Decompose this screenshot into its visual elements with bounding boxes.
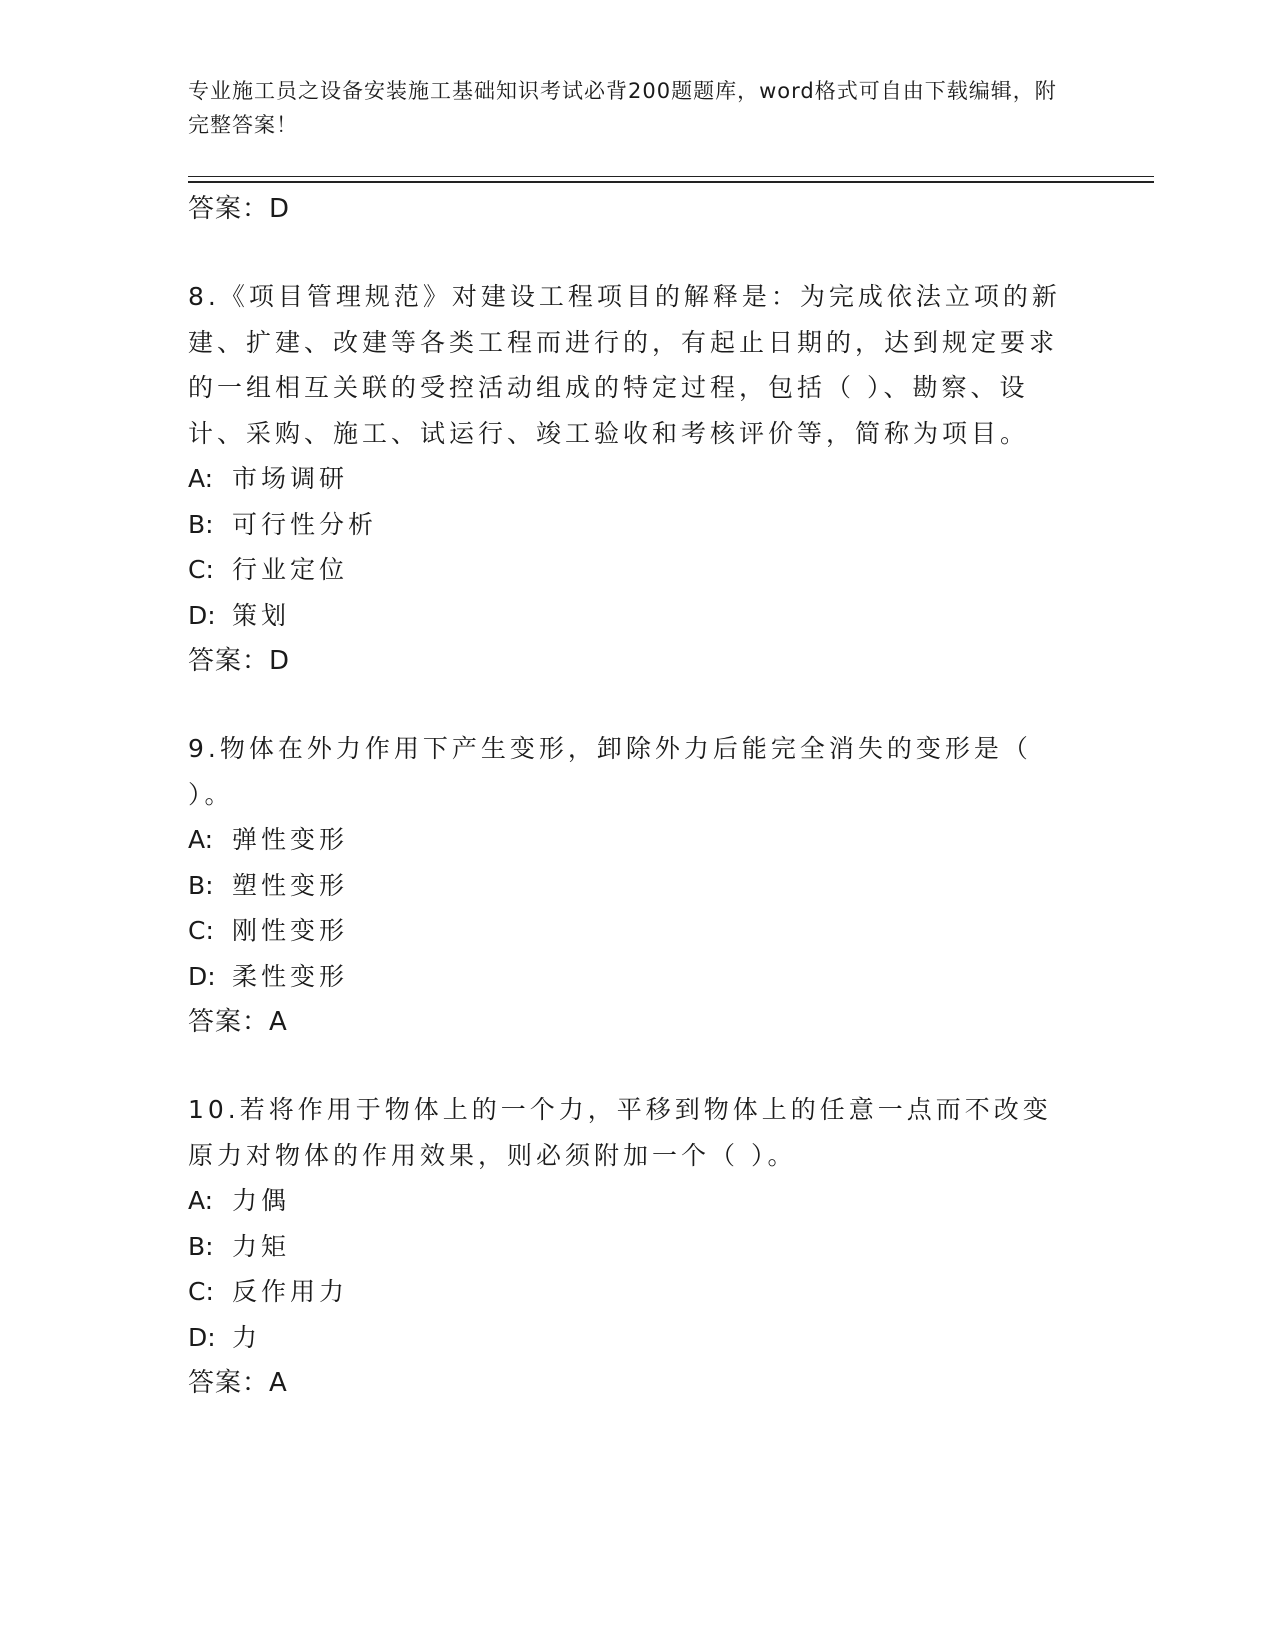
answer-label: 答案：D: [188, 194, 291, 224]
option-letter: B:: [188, 509, 214, 539]
option-letter: A:: [188, 464, 214, 493]
option-c: [188, 547, 1068, 593]
option-a: [188, 1178, 1068, 1224]
option-c: [188, 1269, 1068, 1315]
option-text: 市场调研: [232, 464, 349, 493]
option-text: 力: [232, 1322, 262, 1352]
option-a: [188, 456, 1068, 502]
question-stem: 9.物体在外力作用下产生变形，卸除外力后能完全消失的变形是（ ）。: [188, 734, 1032, 809]
option-letter: D:: [188, 961, 216, 991]
option-b: [188, 863, 1068, 909]
option-text: 策划: [232, 600, 291, 630]
option-d: [188, 1315, 1068, 1361]
answer-label: 答案：A: [188, 1007, 288, 1037]
option-text: 弹性变形: [232, 825, 349, 854]
option-letter: C:: [188, 555, 214, 584]
option-letter: A:: [188, 1186, 214, 1215]
option-letter: B:: [188, 870, 214, 900]
spacer: [188, 232, 1068, 274]
option-letter: D:: [188, 600, 216, 630]
spacer: [188, 684, 1068, 726]
question-stem: 10.若将作用于物体上的一个力，平移到物体上的任意一点而不改变原力对物体的作用效果，则必须附加一个（ ）。: [188, 1095, 1052, 1170]
option-text: 塑性变形: [232, 870, 349, 900]
answer-label: 答案：A: [188, 1368, 288, 1398]
option-text: 反作用力: [232, 1277, 349, 1306]
option-text: 刚性变形: [232, 916, 349, 945]
option-letter: C:: [188, 916, 214, 945]
option-text: 力偶: [232, 1186, 291, 1215]
option-d: [188, 954, 1068, 1000]
question-list: [188, 186, 1068, 1406]
option-text: 力矩: [232, 1231, 291, 1261]
document-header: 专业施工员之设备安装施工基础知识考试必背200题题库，word格式可自由下载编辑，附完整答案！: [188, 79, 1057, 137]
option-b: [188, 502, 1068, 548]
answer-label: 答案：D: [188, 646, 291, 676]
question-10: [188, 1087, 1068, 1406]
option-text: 柔性变形: [232, 961, 349, 991]
header-divider-thick: [188, 181, 1154, 183]
option-letter: B:: [188, 1231, 214, 1261]
option-letter: C:: [188, 1277, 214, 1306]
option-d: [188, 593, 1068, 639]
option-text: 可行性分析: [232, 509, 378, 539]
option-a: [188, 817, 1068, 863]
option-letter: D:: [188, 1322, 216, 1352]
question-8: [188, 274, 1068, 684]
option-letter: A:: [188, 825, 214, 854]
question-9: [188, 726, 1068, 1045]
question-stem: 8.《项目管理规范》对建设工程项目的解释是：为完成依法立项的新建、扩建、改建等各类工程而进行的，有起止日期的，达到规定要求的一组相互关联的受控活动组成的特定过程，包括（ ）、勘察、设计、采购、施工、试运行、竣工验收和考核评价等，简称为项目。: [188, 282, 1061, 448]
spacer: [188, 1045, 1068, 1087]
option-b: [188, 1224, 1068, 1270]
option-text: 行业定位: [232, 555, 349, 584]
option-c: [188, 908, 1068, 954]
header-divider-thin: [188, 176, 1154, 177]
